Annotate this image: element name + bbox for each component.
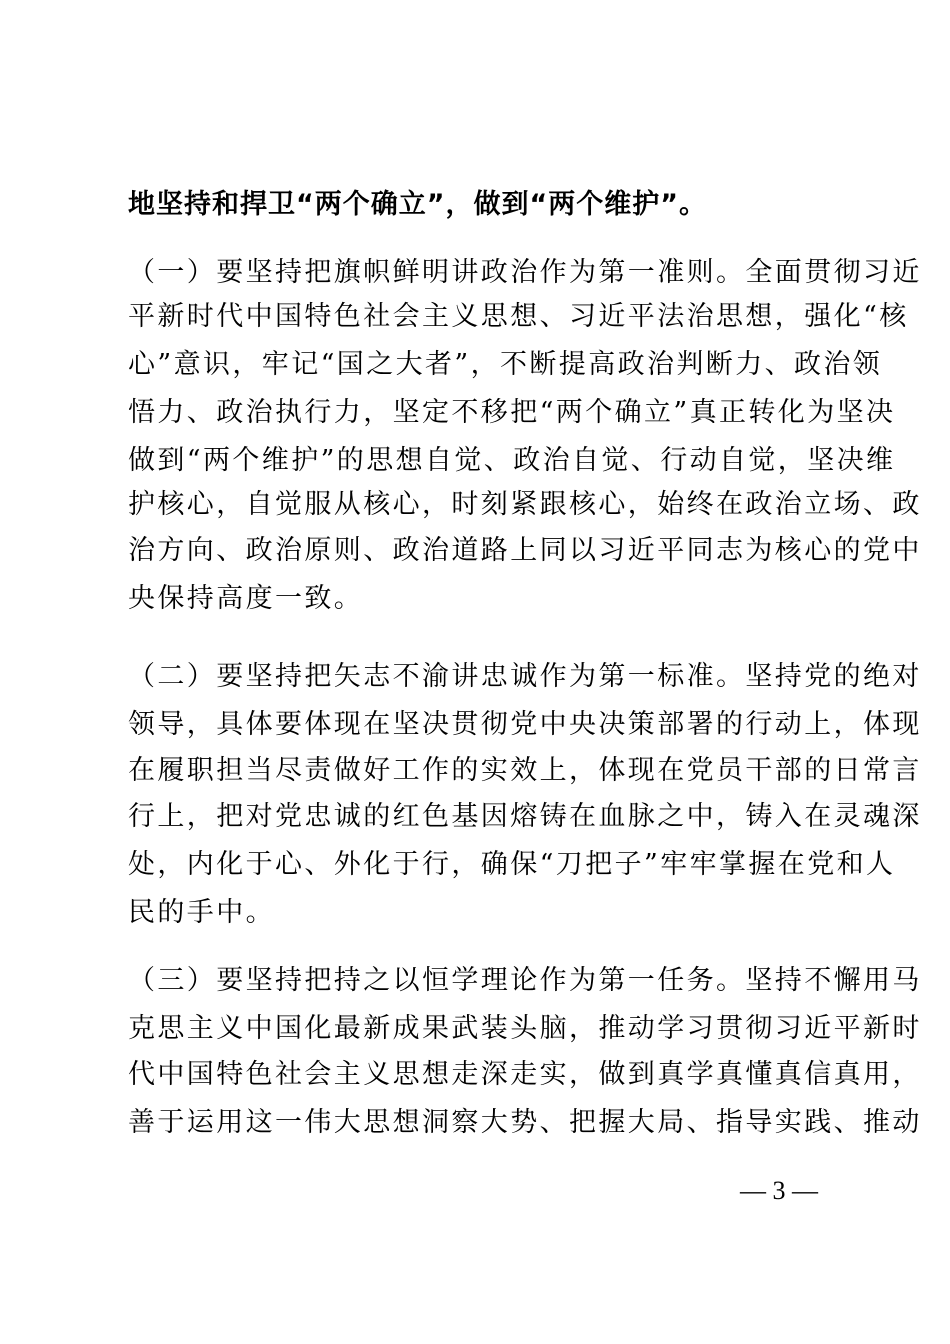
section-heading-2: （二）要坚持把矢志不渝讲忠诚作为第一标准。坚持党的绝对 <box>128 661 922 692</box>
text-line: 心”意识，牢记“国之大者”，不断提高政治判断力、政治领 <box>128 349 883 380</box>
text-line: 善于运用这一伟大思想洞察大势、把握大局、指导实践、推动 <box>128 1107 922 1138</box>
text-line: 平新时代中国特色社会主义思想、习近平法治思想，强化“核 <box>128 301 909 332</box>
text-line: 行上，把对党忠诚的红色基因熔铸在血脉之中，铸入在灵魂深 <box>128 801 922 832</box>
page-number: — 3 — <box>740 1176 818 1205</box>
text-line: 克思主义中国化最新成果武装头脑，推动学习贯彻习近平新时 <box>128 1013 922 1044</box>
text-line: 央保持高度一致。 <box>128 583 364 614</box>
text-line: 代中国特色社会主义思想走深走实，做到真学真懂真信真用， <box>128 1059 922 1090</box>
text-line: 悟力、政治执行力，坚定不移把“两个确立”真正转化为坚决 <box>128 397 896 428</box>
text-line: 地坚持和捍卫“两个确立”，做到“两个维护”。 <box>128 189 707 220</box>
section-heading-1: （一）要坚持把旗帜鲜明讲政治作为第一准则。全面贯彻习近 <box>128 257 922 288</box>
text-line: 护核心，自觉服从核心，时刻紧跟核心，始终在政治立场、政 <box>128 489 922 520</box>
text-line: 处，内化于心、外化于行，确保“刀把子”牢牢掌握在党和人 <box>128 849 896 880</box>
text-line: 在履职担当尽责做好工作的实效上，体现在党员干部的日常言 <box>128 755 922 786</box>
text-line: 领导，具体要体现在坚决贯彻党中央决策部署的行动上，体现 <box>128 709 922 740</box>
text-line: 民的手中。 <box>128 897 275 928</box>
text-line: 治方向、政治原则、政治道路上同以习近平同志为核心的党中 <box>128 535 922 566</box>
section-heading-3: （三）要坚持把持之以恒学理论作为第一任务。坚持不懈用马 <box>128 965 922 996</box>
text-line: 做到“两个维护”的思想自觉、政治自觉、行动自觉，坚决维 <box>128 445 896 476</box>
